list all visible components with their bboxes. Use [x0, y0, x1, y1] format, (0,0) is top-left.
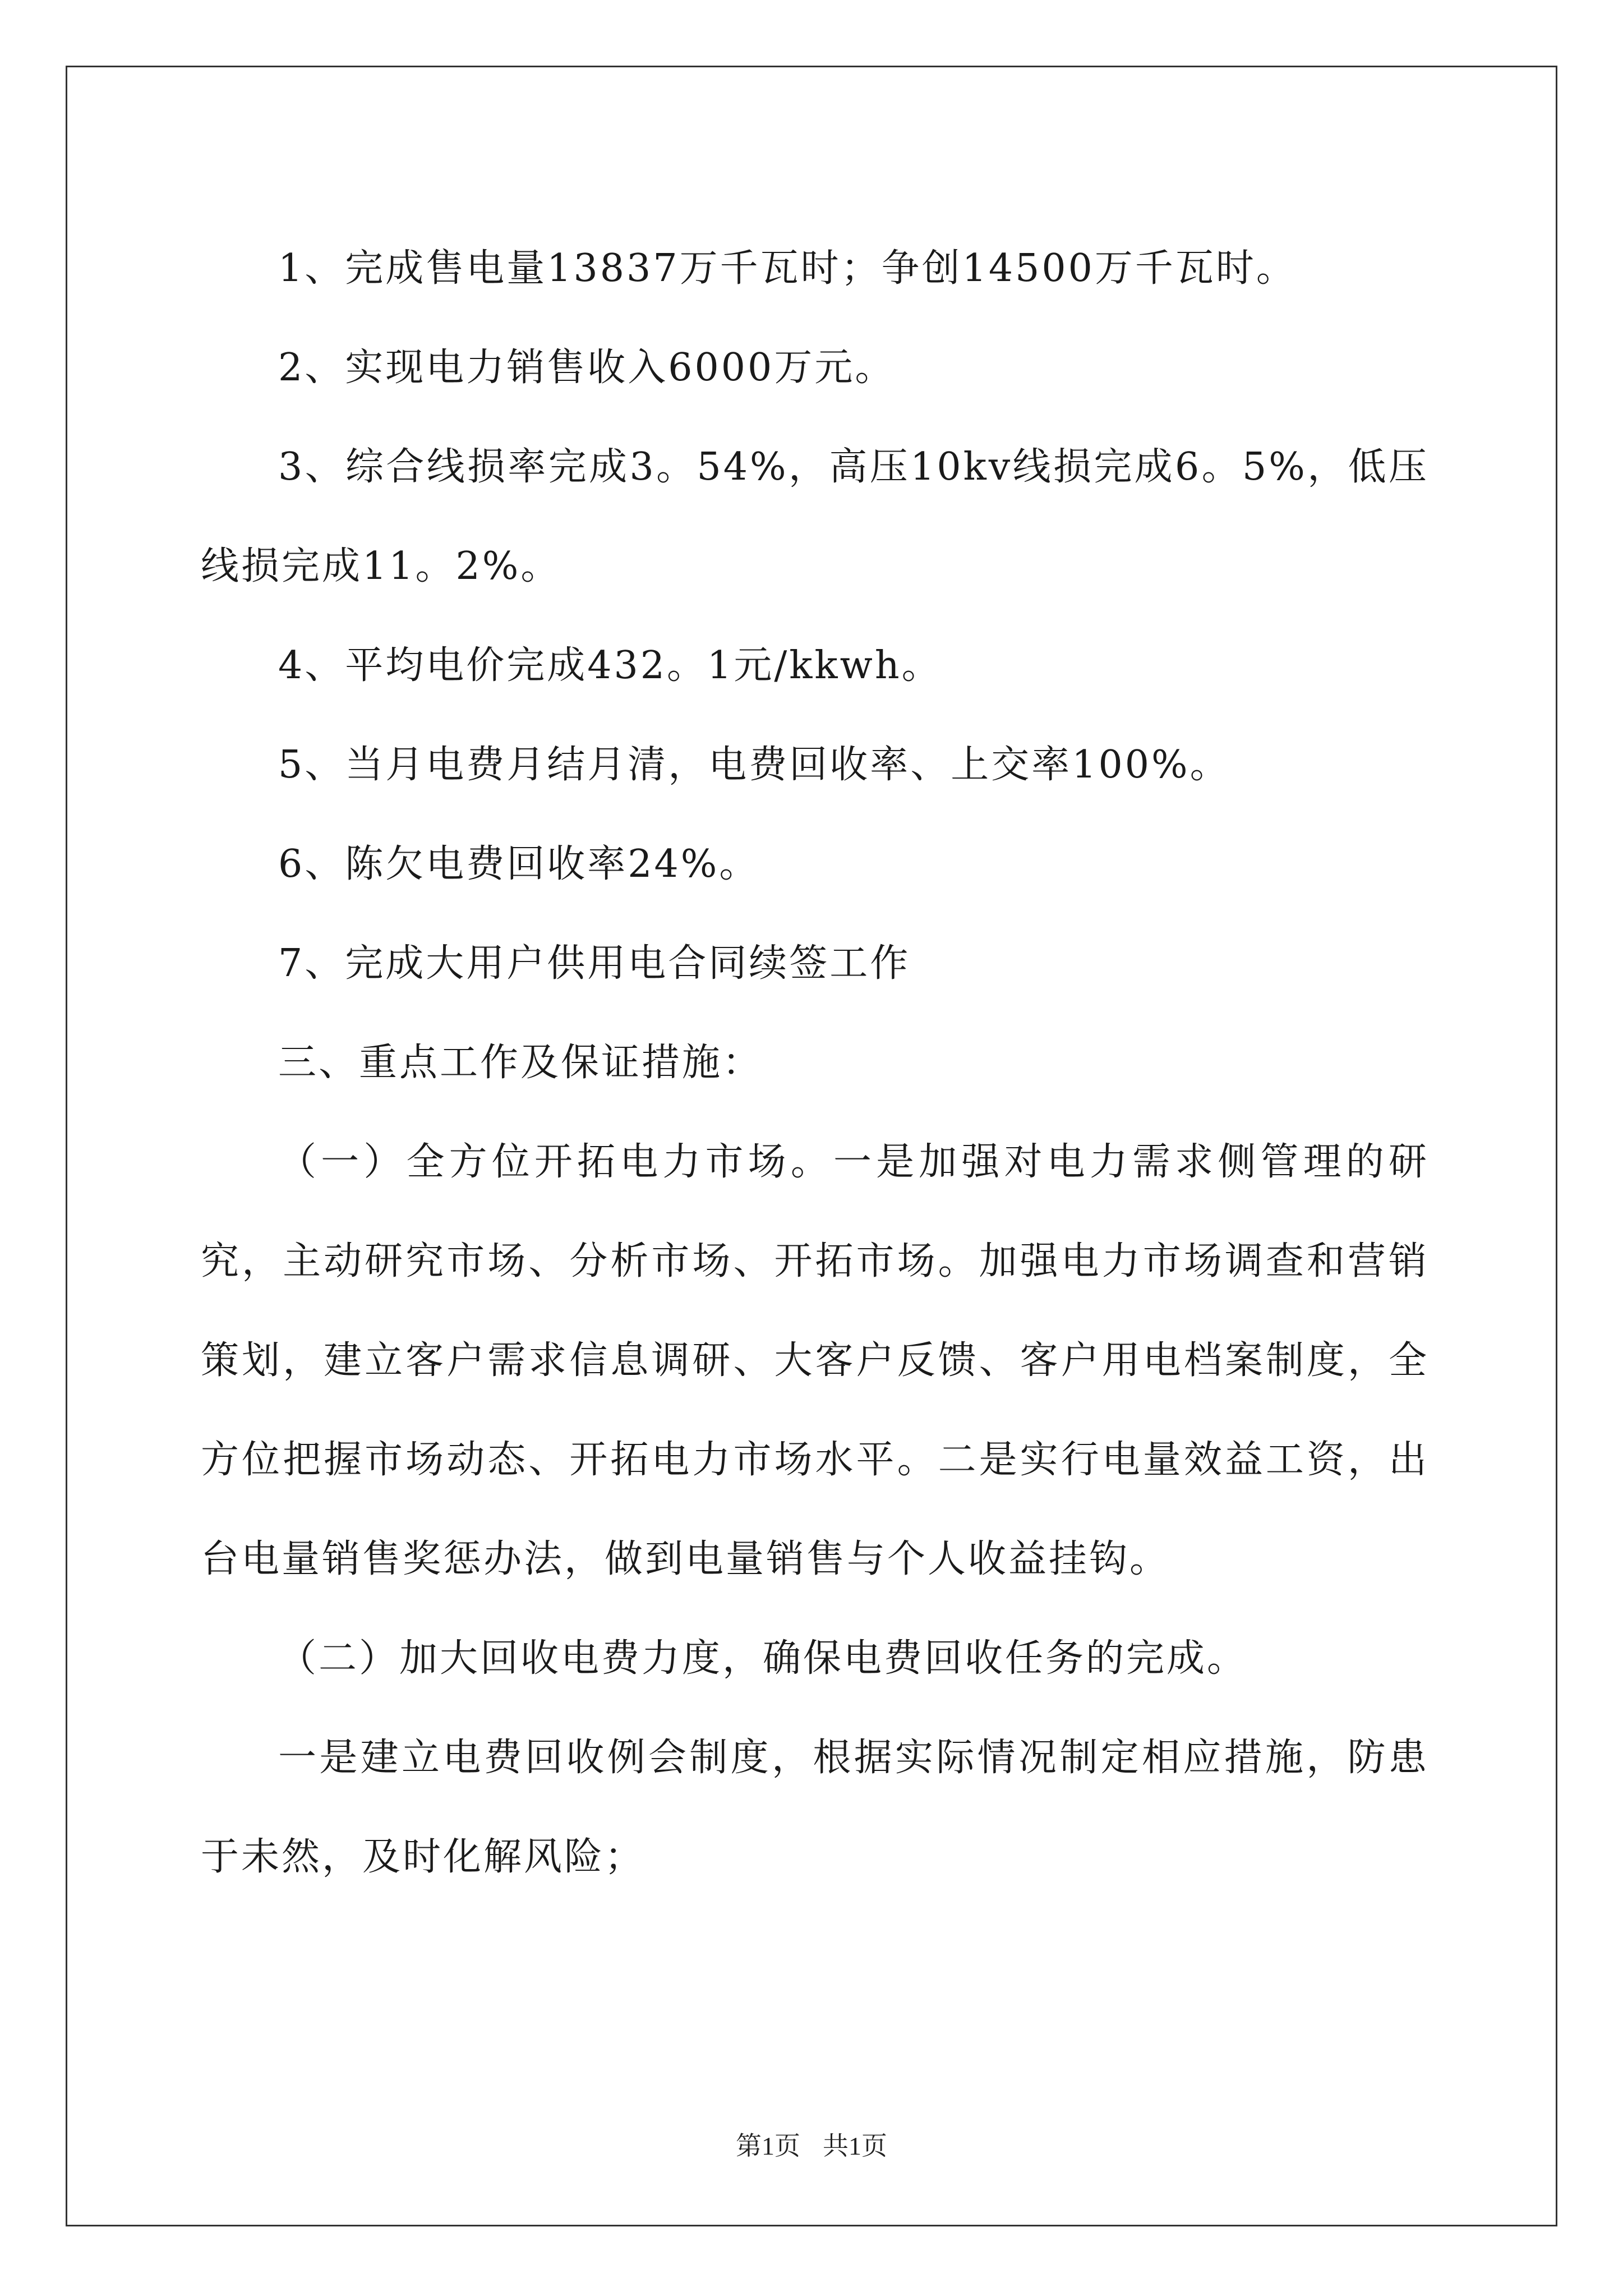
- paragraph-item-7: 7、完成大用户供用电合同续签工作: [278, 941, 911, 986]
- document-body: [201, 219, 1429, 1907]
- paragraph-item-3: 3、综合线损率完成3。54%，高压10kv线损完成6。5%，低压线损完成11。2%。: [201, 445, 1429, 588]
- paragraph-measure-2-detail: 一是建立电费回收例会制度，根据实际情况制定相应措施，防患于未然，及时化解风险；: [201, 1736, 1429, 1879]
- page-number: 第1页: [736, 2132, 800, 2160]
- paragraph-item-2: 2、实现电力销售收入6000万元。: [278, 346, 896, 390]
- paragraph-item-6: 6、陈欠电费回收率24%。: [278, 842, 760, 886]
- paragraph-item-1: 1、完成售电量13837万千瓦时；争创14500万千瓦时。: [278, 246, 1297, 291]
- section-heading: 三、重点工作及保证措施：: [278, 1041, 763, 1085]
- paragraph-measure-2: （二）加大回收电费力度，确保电费回收任务的完成。: [278, 1636, 1248, 1681]
- paragraph-item-5: 5、当月电费月结月清，电费回收率、上交率100%。: [278, 743, 1230, 787]
- page-total: 共1页: [823, 2132, 887, 2160]
- paragraph-measure-1: （一）全方位开拓电力市场。一是加强对电力需求侧管理的研究，主动研究市场、分析市场、开拓市场。加强电力市场调查和营销策划，建立客户需求信息调研、大客户反馈、客户用电档案制度，全方位把握市场动态、开拓电力市场水平。二是实行电量效益工资，出台电量销售奖惩办法，做到电量销售与个人收益挂钩。: [201, 1140, 1429, 1581]
- paragraph-item-4: 4、平均电价完成432。1元/kkwh。: [278, 643, 942, 688]
- page-footer: [0, 2129, 1623, 2163]
